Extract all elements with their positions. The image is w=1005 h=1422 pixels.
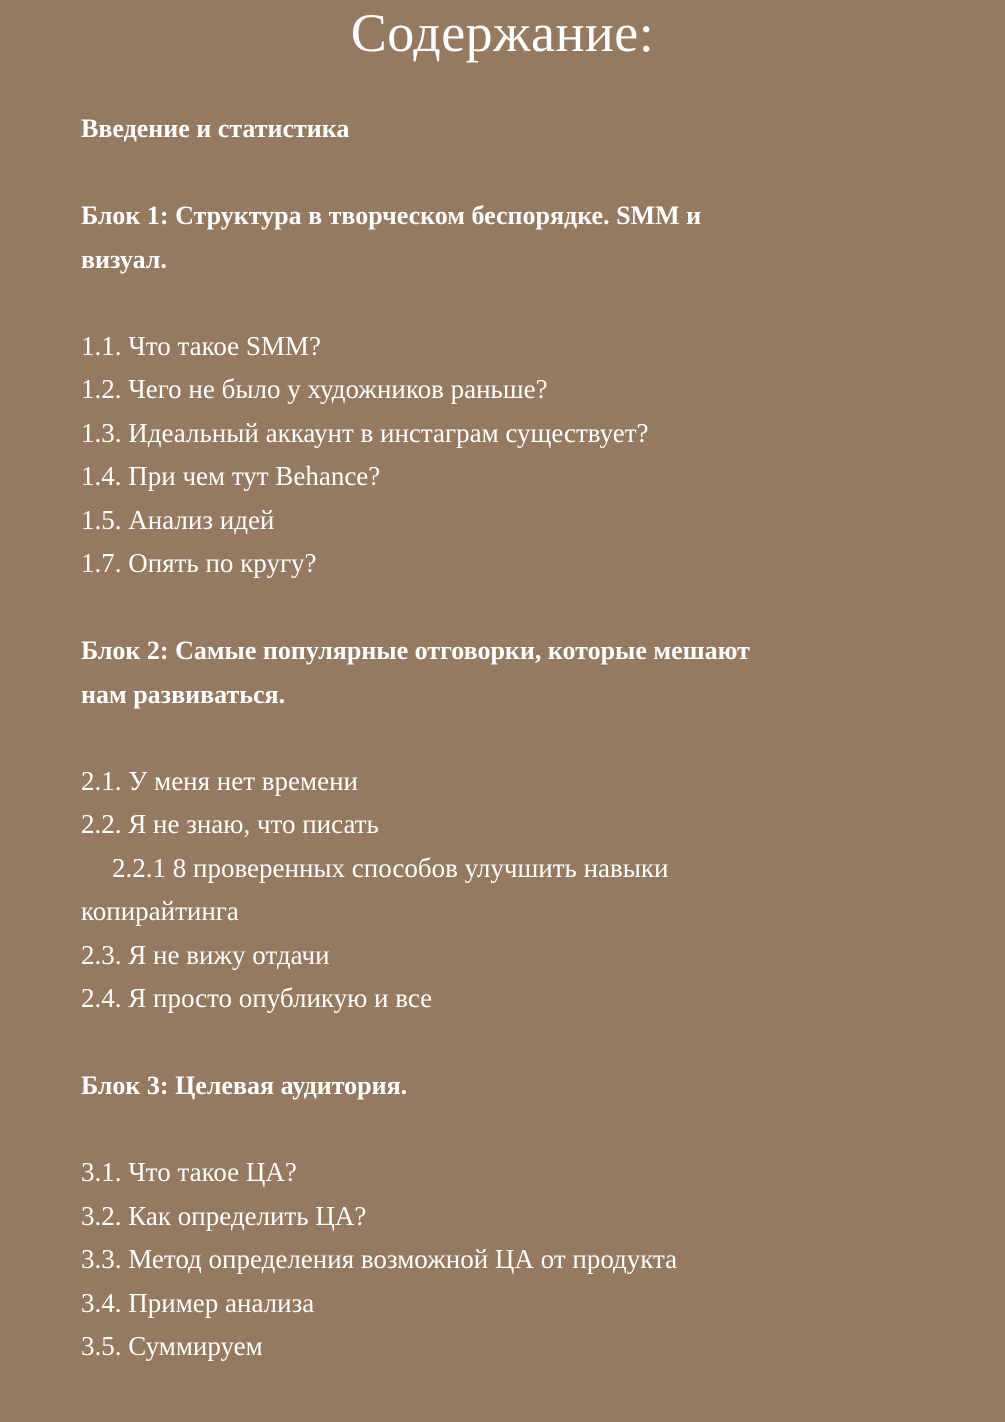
toc-intro: Введение и статистика xyxy=(81,114,350,143)
page-title: Содержание: xyxy=(350,3,655,63)
toc-item-2-4: 2.4. Я просто опубликую и все xyxy=(81,983,433,1013)
block3-heading: Блок 3: Целевая аудитория. xyxy=(81,1071,408,1100)
toc-item-3-2: 3.2. Как определить ЦА? xyxy=(81,1200,367,1231)
spacer xyxy=(81,586,921,630)
block2-heading-cont: нам развиваться. xyxy=(81,679,286,709)
toc-item-2-2: 2.2. Я не знаю, что писать xyxy=(81,809,379,839)
toc-item-1-5: 1.5. Анализ идей xyxy=(81,504,275,535)
spacer xyxy=(81,716,921,760)
toc-content xyxy=(81,107,921,1369)
spacer xyxy=(81,1021,921,1065)
spacer xyxy=(81,151,921,195)
toc-item-3-1: 3.1. Что такое ЦА? xyxy=(81,1157,297,1187)
block2-heading: Блок 2: Самые популярные отговорки, которые мешают xyxy=(81,636,750,665)
toc-item-3-5: 3.5. Суммируем xyxy=(81,1331,263,1361)
toc-item-2-3: 2.3. Я не вижу отдачи xyxy=(81,939,330,970)
toc-item-1-1: 1.1. Что такое SMM? xyxy=(81,330,321,361)
toc-item-2-1: 2.1. У меня нет времени xyxy=(81,765,358,796)
toc-item-1-3: 1.3. Идеальный аккаунт в инстаграм существует? xyxy=(81,417,649,448)
block1-heading-cont: визуал. xyxy=(81,244,167,274)
block1-heading: Блок 1: Структура в творческом беспорядке. SMM и xyxy=(81,201,702,230)
toc-item-2-2-1-cont: копирайтинга xyxy=(81,896,239,926)
toc-item-1-7: 1.7. Опять по кругу? xyxy=(81,548,317,578)
toc-item-1-4: 1.4. При чем тут Behance? xyxy=(81,461,381,491)
toc-item-1-2: 1.2. Чего не было у художников раньше? xyxy=(81,374,548,404)
spacer xyxy=(81,281,921,325)
spacer xyxy=(81,1108,921,1152)
toc-item-3-4: 3.4. Пример анализа xyxy=(81,1287,315,1318)
toc-item-2-2-1: 2.2.1 8 проверенных способов улучшить навыки xyxy=(112,852,669,883)
toc-item-3-3: 3.3. Метод определения возможной ЦА от продукта xyxy=(81,1244,678,1274)
